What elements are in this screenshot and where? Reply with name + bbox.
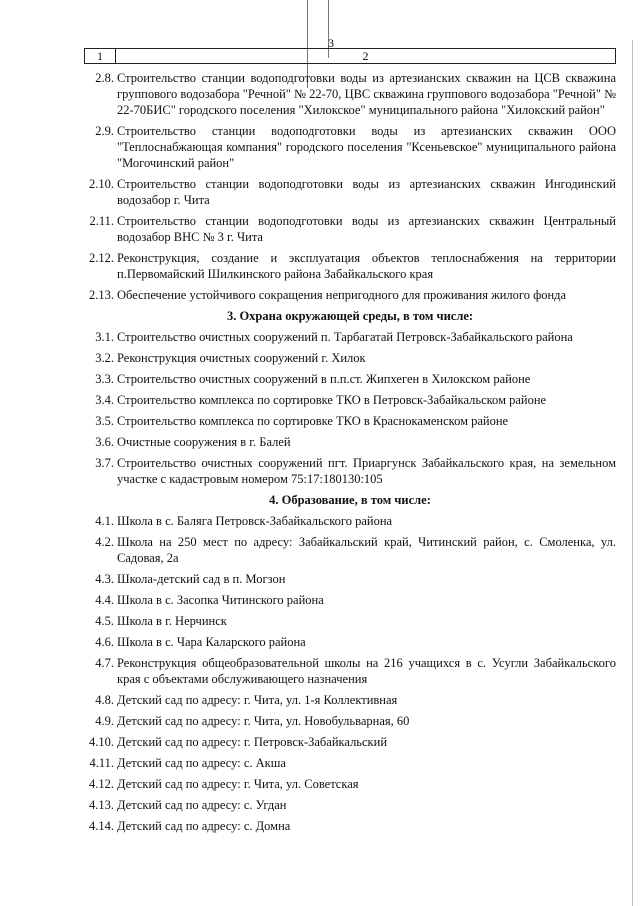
list-item (84, 734, 616, 750)
list-item (84, 213, 616, 245)
list-item (84, 329, 616, 345)
item-text: Школа на 250 мест по адресу: Забайкальский край, Читинский район, с. Смоленка, ул. Садовая, 2а (117, 535, 616, 565)
item-text: Реконструкция, создание и эксплуатация объектов теплоснабжения на территории п.Первомайский Шилкинского района Забайкальского края (117, 251, 616, 281)
document-body (84, 70, 616, 839)
list-item (84, 534, 616, 566)
item-number: 2.13. (89, 288, 114, 302)
item-number: 3.4. (95, 393, 114, 407)
item-text: Строительство очистных сооружений п. Тарбагатай Петровск-Забайкальского района (117, 330, 573, 344)
item-text: Детский сад по адресу: г. Чита, ул. Новобульварная, 60 (117, 714, 410, 728)
item-number: 4.14. (89, 819, 114, 833)
table-header-col-1: 1 (85, 49, 116, 63)
item-text: Детский сад по адресу: г. Петровск-Забайкальский (117, 735, 388, 749)
item-text: Очистные сооружения в г. Балей (117, 435, 291, 449)
list-section-4 (84, 513, 616, 834)
item-number: 4.10. (89, 735, 114, 749)
list-item (84, 692, 616, 708)
list-item (84, 797, 616, 813)
item-text: Строительство очистных сооружений пгт. Приаргунск Забайкальского края, на земельном участке с кадастровым номером 75:17:180130:105 (117, 456, 616, 486)
list-item (84, 413, 616, 429)
list-item (84, 818, 616, 834)
item-number: 2.11. (89, 214, 114, 228)
item-number: 4.4. (95, 593, 114, 607)
item-text: Школа в с. Засопка Читинского района (117, 593, 324, 607)
item-text: Строительство комплекса по сортировке ТКО в Петровск-Забайкальском районе (117, 393, 547, 407)
item-text: Реконструкция общеобразовательной школы на 216 учащихся в с. Усугли Забайкальского края с объектами обслуживающего назначения (117, 656, 616, 686)
item-text: Строительство станции водоподготовки воды из артезианских скважин ООО "Теплоснабжающая компания" городского поселения "Ксеньевское" муниципального района "Могочинский район" (117, 124, 616, 170)
item-text: Школа-детский сад в п. Могзон (117, 572, 286, 586)
item-text: Школа в с. Баляга Петровск-Забайкальского района (117, 514, 393, 528)
item-text: Детский сад по адресу: с. Угдан (117, 798, 287, 812)
list-item (84, 455, 616, 487)
item-text: Детский сад по адресу: с. Акша (117, 756, 286, 770)
item-number: 3.7. (95, 456, 114, 470)
list-item (84, 176, 616, 208)
item-number: 3.2. (95, 351, 114, 365)
list-item (84, 350, 616, 366)
list-item (84, 287, 616, 303)
list-item (84, 571, 616, 587)
item-number: 3.1. (95, 330, 114, 344)
item-number: 4.3. (95, 572, 114, 586)
list-item (84, 250, 616, 282)
list-section-3 (84, 329, 616, 487)
item-number: 3.5. (95, 414, 114, 428)
item-text: Строительство станции водоподготовки воды из артезианских скважин Ингодинский водозабор г. Чита (117, 177, 616, 207)
item-text: Школа в с. Чара Каларского района (117, 635, 306, 649)
section-title-4: 4. Образование, в том числе: (269, 493, 431, 507)
item-number: 4.7. (95, 656, 114, 670)
list-item (84, 434, 616, 450)
item-number: 3.3. (95, 372, 114, 386)
item-number: 4.5. (95, 614, 114, 628)
item-number: 4.2. (95, 535, 114, 549)
item-number: 4.8. (95, 693, 114, 707)
item-number: 4.13. (89, 798, 114, 812)
list-item (84, 655, 616, 687)
list-item (84, 392, 616, 408)
list-item (84, 592, 616, 608)
item-text: Реконструкция очистных сооружений г. Хилок (117, 351, 366, 365)
item-text: Строительство комплекса по сортировке ТКО в Краснокаменском районе (117, 414, 509, 428)
list-item (84, 613, 616, 629)
item-number: 2.8. (95, 71, 114, 85)
item-number: 3.6. (95, 435, 114, 449)
item-text: Детский сад по адресу: с. Домна (117, 819, 291, 833)
list-item (84, 513, 616, 529)
item-text: Школа в г. Нерчинск (117, 614, 227, 628)
list-item (84, 713, 616, 729)
item-text: Строительство станции водоподготовки воды из артезианских скважин Центральный водозабор ВНС № 3 г. Чита (117, 214, 616, 244)
item-number: 4.9. (95, 714, 114, 728)
item-number: 4.12. (89, 777, 114, 791)
list-item (84, 70, 616, 118)
item-number: 2.10. (89, 177, 114, 191)
list-item (84, 123, 616, 171)
item-text: Детский сад по адресу: г. Чита, ул. 1-я Коллективная (117, 693, 398, 707)
scan-artifact-line (632, 40, 633, 906)
list-item (84, 755, 616, 771)
section-title-3: 3. Охрана окружающей среды, в том числе: (226, 309, 474, 323)
item-number: 4.1. (95, 514, 114, 528)
item-text: Строительство очистных сооружений в п.п.ст. Жипхеген в Хилокском районе (117, 372, 531, 386)
item-number: 2.12. (89, 251, 114, 265)
item-text: Строительство станции водоподготовки воды из артезианских скважин на ЦСВ скважина группового водозабора "Речной" № 22-70, ЦВС скважина группового водозабора "Речной" № 22-70БИС" городского поселения "Хилокское" муниципального района "Хилокский район" (117, 71, 616, 117)
item-number: 2.9. (95, 124, 114, 138)
list-item (84, 371, 616, 387)
page-number: 3 (328, 36, 334, 50)
item-number: 4.6. (95, 635, 114, 649)
item-text: Обеспечение устойчивого сокращения непригодного для проживания жилого фонда (117, 288, 567, 302)
list-item (84, 634, 616, 650)
table-header-col-2: 2 (362, 49, 369, 63)
list-item (84, 776, 616, 792)
item-number: 4.11. (89, 756, 114, 770)
list-section-2-continued (84, 70, 616, 303)
table-header-row (84, 48, 616, 64)
item-text: Детский сад по адресу: г. Чита, ул. Советская (117, 777, 359, 791)
